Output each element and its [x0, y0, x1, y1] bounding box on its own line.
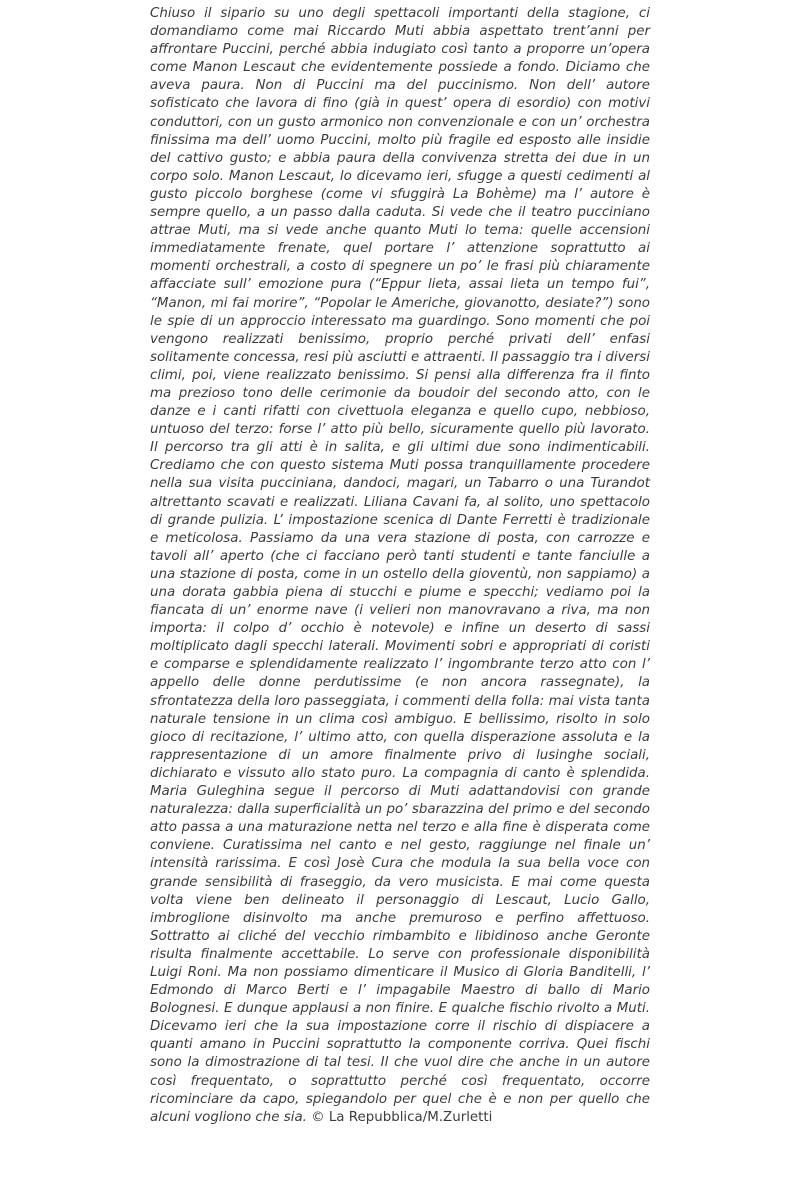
article-text	[150, 5, 650, 1127]
article-body: Chiuso il sipario su uno degli spettacoli importanti della stagione, ci domandiamo come mai Riccardo Muti abbia aspettato trent’anni per affrontare Puccini, perché abbia indugiato così tanto a proporre un’opera come Manon Lescaut che evidentemente possiede a fondo. Diciamo che aveva paura. Non di Puccini ma del puccinismo. Non dell’ autore sofisticato che lavora di fino (già in quest’ opera di esordio) con motivi conduttori, con un gusto armonico non convenzionale e con un’ orchestra finissima ma dell’ uomo Puccini, molto più fragile ed esposto alle insidie del cattivo gusto; e abbia paura della convivenza stretta dei due in un corpo solo. Manon Lescaut, lo dicevamo ieri, sfugge a questi cedimenti al gusto piccolo borghese (come vi sfuggirà La Bohème) ma l’ autore è sempre quello, a un passo dalla caduta. Si vede che il teatro pucciniano attrae Muti, ma si vede anche quanto Muti lo tema: quelle accensioni immediatamente frenate, quel portare l’ attenzione soprattutto ai momenti orchestrali, a costo di spegnere un po’ le frasi più chiaramente affacciate sull’ emozione pura (“Eppur lieta, assai lieta un tempo fui”, “Manon, mi fai morire”, “Popolar le Americhe, giovanotto, desiate?”) sono le spie di un approccio interessato ma guardingo. Sono momenti che poi vengono realizzati benissimo, proprio perché privati dell’ enfasi solitamente concessa, resi più asciutti e attraenti. Il passaggio tra i diversi climi, poi, viene realizzato benissimo. Si pensi alla differenza fra il finto ma prezioso tono delle cerimonie da boudoir del secondo atto, con le danze e i canti rifatti con civettuola eleganza e quello cupo, nebbioso, untuoso del terzo: forse l’ atto più bello, sicuramente quello più lavorato. Il percorso tra gli atti è in salita, e gli ultimi due sono indimenticabili. Crediamo che con questo sistema Muti possa tranquillamente procedere nella sua visita pucciniana, dandoci, magari, un Tabarro o una Turandot altrettanto scavati e realizzati. Liliana Cavani fa, al solito, uno spettacolo di grande pulizia. L’ impostazione scenica di Dante Ferretti è tradizionale e meticolosa. Passiamo da una vera stazione di posta, con carrozze e tavoli all’ aperto (che ci facciano però tanti studenti e tante fanciulle a una stazione di posta, come in un ostello della gioventù, non sappiamo) a una dorata gabbia piena di stucchi e piume e specchi; vediamo poi la fiancata di un’ enorme nave (i velieri non manovravano a riva, ma non importa: il colpo d’ occhio è notevole) e infine un deserto di sassi moltiplicato dagli specchi laterali. Movimenti sobri e appropriati di coristi e comparse e splendidamente realizzato l’ ingombrante terzo atto con l’ appello delle donne perdutissime (e non ancora rassegnate), la sfrontatezza della loro passeggiata, i commenti della folla: mai vista tanta naturale tensione in un clima così ambiguo. E bellissimo, risolto in solo gioco di recitazione, l’ ultimo atto, con quella disperazione assoluta e la rappresentazione di un amore finalmente privo di lusinghe sociali, dichiarato e vissuto allo stato puro. La compagnia di canto è splendida. Maria Guleghina segue il percorso di Muti adattandovisi con grande naturalezza: dalla superficialità un po’ sbarazzina del primo e del secondo atto passa a una maturazione netta nel terzo e alla fine è disperata come conviene. Curatissima nel canto e nel gesto, raggiunge nel finale un’ intensità rarissima. E così Josè Cura che modula la sua bella voce con grande sensibilità di fraseggio, da vero musicista. E mai come questa volta viene ben delineato il personaggio di Lescaut, Lucio Gallo, imbroglione disinvolto ma anche premuroso e perfino affettuoso. Sottratto ai cliché del vecchio rimbambito e libidinoso anche Geronte risulta finalmente accettabile. Lo serve con professionale disponibilità Luigi Roni. Ma non possiamo dimenticare il Musico di Gloria Banditelli, l’ Edmondo di Marco Berti e l’ impagabile Maestro di ballo di Mario Bolognesi. E dunque applausi a non finire. E qualche fischio rivolto a Muti. Dicevamo ieri che la sua impostazione corre il rischio di dispiacere a quanti amano in Puccini soprattutto la componente corriva. Quei fischi sono la dimostrazione di tal tesi. Il che vuol dire che anche in un autore così frequentato, o soprattutto perché così frequentato, occorre ricominciare da capo, spiegandolo per quel che è e non per quello che alcuni vogliono che sia.	[150, 6, 650, 1125]
article-credit: © La Repubblica/M.Zurletti	[311, 1109, 493, 1125]
